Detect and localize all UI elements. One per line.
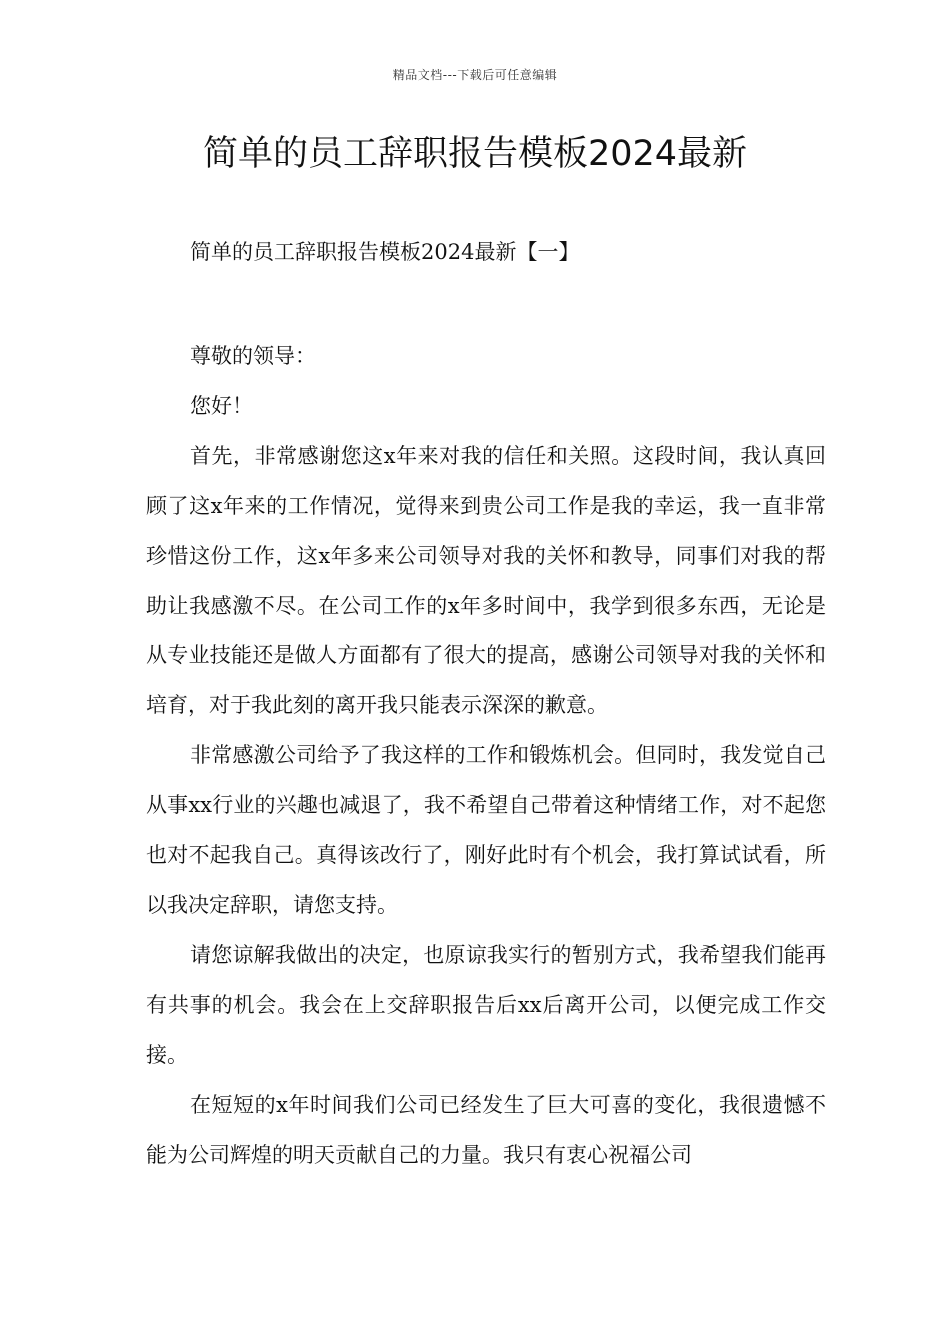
body-paragraph: 首先，非常感谢您这x年来对我的信任和关照。这段时间，我认真回顾了这x年来的工作情况，觉得来到贵公司工作是我的幸运，我一直非常珍惜这份工作，这x年多来公司领导对我的关怀和教导，同事们对我的帮助让我感激不尽。在公司工作的x年多时间中，我学到很多东西，无论是从专业技能还是做人方面都有了很大的提高，感谢公司领导对我的关怀和培育，对于我此刻的离开我只能表示深深的歉意。 [146, 443, 826, 718]
header-note: 精品文档---下载后可任意编辑 [392, 68, 558, 82]
body-paragraph: 在短短的x年时间我们公司已经发生了巨大可喜的变化，我很遗憾不能为公司辉煌的明天贡献自己的力量。我只有衷心祝福公司 [146, 1092, 826, 1167]
salutation: 尊敬的领导： [190, 344, 316, 368]
document-body [146, 332, 826, 1180]
body-paragraph: 请您谅解我做出的决定，也原谅我实行的暂别方式，我希望我们能再有共事的机会。我会在上交辞职报告后xx后离开公司，以便完成工作交接。 [146, 942, 826, 1067]
greeting: 您好！ [190, 393, 253, 418]
body-paragraph: 非常感激公司给予了我这样的工作和锻炼机会。但同时，我发觉自己从事xx行业的兴趣也减退了，我不希望自己带着这种情绪工作，对不起您也对不起我自己。真得该改行了，刚好此时有个机会，我打算试试看，所以我决定辞职，请您支持。 [146, 743, 826, 917]
section-subtitle: 简单的员工辞职报告模板2024最新【一】 [190, 240, 580, 264]
document-title: 简单的员工辞职报告模板2024最新 [202, 134, 748, 174]
